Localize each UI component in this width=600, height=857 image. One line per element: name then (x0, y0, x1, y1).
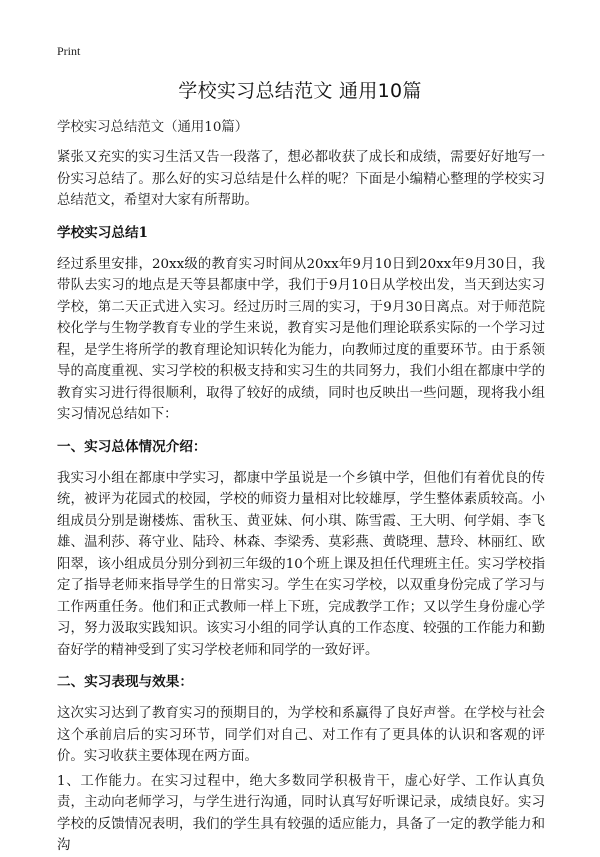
ability-paragraph: 1、工作能力。在实习过程中，绝大多数同学积极肯干，虚心好学、工作认真负责，主动向老师学习，与学生进行沟通，同时认真写好听课记录，成绩良好。实习学校的反馈情况表明，我们的学生具有较强的适应能力，具备了一定的教学能力和沟 (57, 773, 545, 853)
section1-paragraph: 经过系里安排，20xx级的教育实习时间从20xx年9月10日到20xx年9月30日，我带队去实习的地点是天等县都康中学，我们于9月10日从学校出发，当天到达实习学校，第二天正式进入实习。经过历时三周的实习，于9月30日离点。对于师范院校化学与生物学教育专业的学生来说，教育实习是他们理论联系实际的一个学习过程，是学生将所学的教育理论知识转化为能力，向教师过度的重要环节。由于系领导的高度重视、实习学校的积极支持和实习生的共同努力，我们小组在都康中学的教育实习进行得很顺利，取得了较好的成绩，同时也反映出一些问题，现将我小组实习情况总结如下： (57, 256, 545, 422)
section1-heading: 学校实习总结1 (57, 224, 149, 241)
intro-paragraph: 紧张又充实的实习生活又告一段落了，想必都收获了成长和成绩，需要好好地写一份实习总结了。那么好的实习总结是什么样的呢？下面是小编精心整理的学校实习总结范文，希望对大家有所帮助。 (57, 150, 545, 208)
overview-paragraph: 我实习小组在都康中学实习，都康中学虽说是一个乡镇中学，但他们有着优良的传统，被评为花园式的校园，学校的师资力量相对比较雄厚，学生整体素质较高。小组成员分别是谢楼炼、雷秋玉、黄亚妹、何小琪、陈雪霞、王大明、何学娟、李飞雄、温利莎、蒋守业、陆玲、林森、李梁秀、莫彩燕、黄晓理、慧玲、林丽红、欧阳翠，该小组成员分别分到初三年级的10个班上课及担任代理班主任。实习学校指定了指导老师来指导学生的日常实习。学生在实习学校，以双重身份完成了学习与工作两重任务。他们和正式教师一样上下班，完成教学工作；又以学生身份虚心学习，努力汲取实践知识。该实习小组的同学认真的工作态度、较强的工作能力和勤奋好学的精神受到了实习学校老师和同学的一致好评。 (57, 470, 545, 658)
print-link[interactable]: Print (57, 44, 81, 58)
document-subtitle: 学校实习总结范文（通用10篇） (57, 120, 249, 135)
document-body (57, 118, 545, 857)
page-title: 学校实习总结范文 通用10篇 (178, 80, 422, 102)
results-heading: 二、实习表现与效果： (57, 674, 193, 690)
overview-heading: 一、实习总体情况介绍： (57, 438, 207, 455)
results-paragraph: 这次实习达到了教育实习的预期目的，为学校和系赢得了良好声誉。在学校与社会这个承前启后的实习环节，同学们对自己、对工作有了更具体的认识和客观的评价。实习收获主要体现在两方面。 (57, 706, 545, 764)
